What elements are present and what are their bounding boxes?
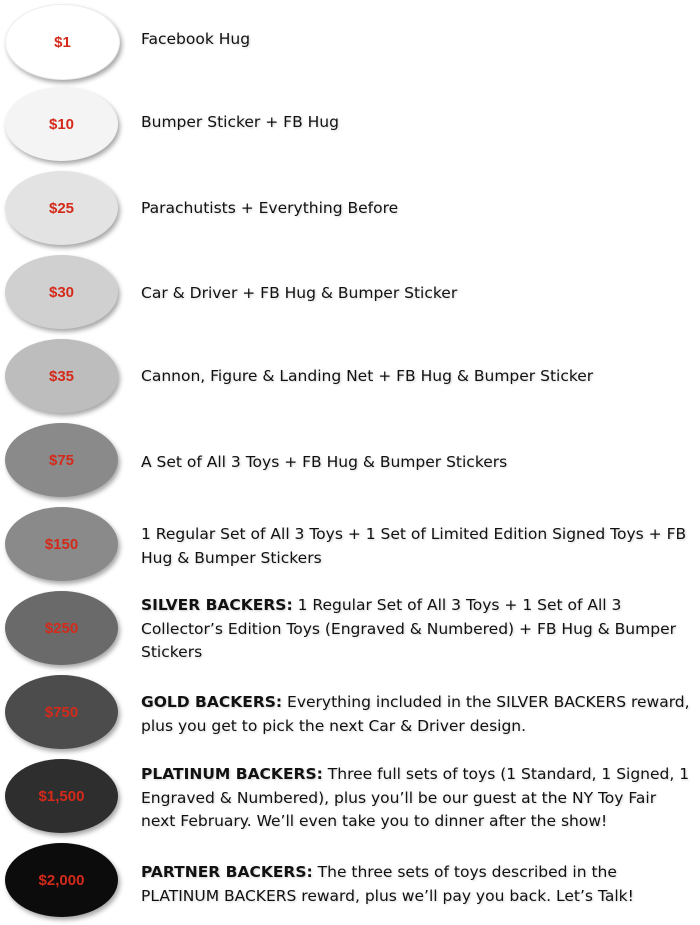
reward-text: Everything included in the SILVER BACKERS reward, plus you get to pick the next Car & Driver design. <box>141 693 690 735</box>
tier-name: GOLD BACKERS: <box>141 693 283 711</box>
price-label: $1 <box>54 33 71 51</box>
reward-text: Bumper Sticker + FB Hug <box>141 113 339 131</box>
reward-description <box>141 451 692 475</box>
reward-description <box>141 691 692 738</box>
tier-name: SILVER BACKERS: <box>141 596 293 614</box>
price-label: $2,000 <box>38 871 85 889</box>
price-label: $750 <box>44 703 79 721</box>
reward-text: Cannon, Figure & Landing Net + FB Hug & Bumper Sticker <box>141 367 594 385</box>
price-oval <box>5 591 118 665</box>
reward-text: A Set of All 3 Toys + FB Hug & Bumper Stickers <box>141 453 508 471</box>
reward-description <box>141 365 692 389</box>
tier-name: PARTNER BACKERS: <box>141 863 313 881</box>
price-label: $75 <box>48 451 75 469</box>
reward-description <box>141 282 692 306</box>
price-label: $30 <box>48 283 75 301</box>
price-label: $10 <box>48 115 75 133</box>
price-oval <box>5 171 118 245</box>
reward-text: The three sets of toys described in the PLATINUM BACKERS reward, plus we’ll pay you back. Let’s Talk! <box>141 863 634 905</box>
price-oval <box>5 675 118 749</box>
reward-text: 1 Regular Set of All 3 Toys + 1 Set of Limited Edition Signed Toys + FB Hug & Bumper Stickers <box>141 525 687 567</box>
reward-description <box>141 523 692 570</box>
reward-description <box>141 28 692 52</box>
tier-name: PLATINUM BACKERS: <box>141 765 323 783</box>
price-oval <box>5 423 118 497</box>
price-label: $25 <box>48 199 75 217</box>
reward-text: 1 Regular Set of All 3 Toys + 1 Set of All 3 Collector’s Edition Toys (Engraved & Numbered) + FB Hug & Bumper Stickers <box>141 596 676 661</box>
price-label: $35 <box>48 367 75 385</box>
price-oval <box>5 255 118 329</box>
price-label: $150 <box>44 535 79 553</box>
reward-description <box>141 861 692 908</box>
price-oval <box>5 87 118 161</box>
price-label: $250 <box>44 619 79 637</box>
price-oval <box>5 339 118 413</box>
price-oval <box>5 4 120 80</box>
price-oval <box>5 507 118 581</box>
reward-description <box>141 763 692 834</box>
reward-text: Facebook Hug <box>141 30 251 48</box>
price-oval <box>5 759 118 833</box>
price-label: $1,500 <box>38 787 85 805</box>
reward-text: Car & Driver + FB Hug & Bumper Sticker <box>141 284 458 302</box>
reward-description <box>141 111 692 135</box>
reward-text: Parachutists + Everything Before <box>141 199 399 217</box>
price-oval <box>5 843 118 917</box>
reward-description <box>141 197 692 221</box>
reward-text: Three full sets of toys (1 Standard, 1 Signed, 1 Engraved & Numbered), plus you’ll be our guest at the NY Toy Fair next February. We’ll even take you to dinner after the show! <box>141 765 690 830</box>
reward-description <box>141 594 692 665</box>
